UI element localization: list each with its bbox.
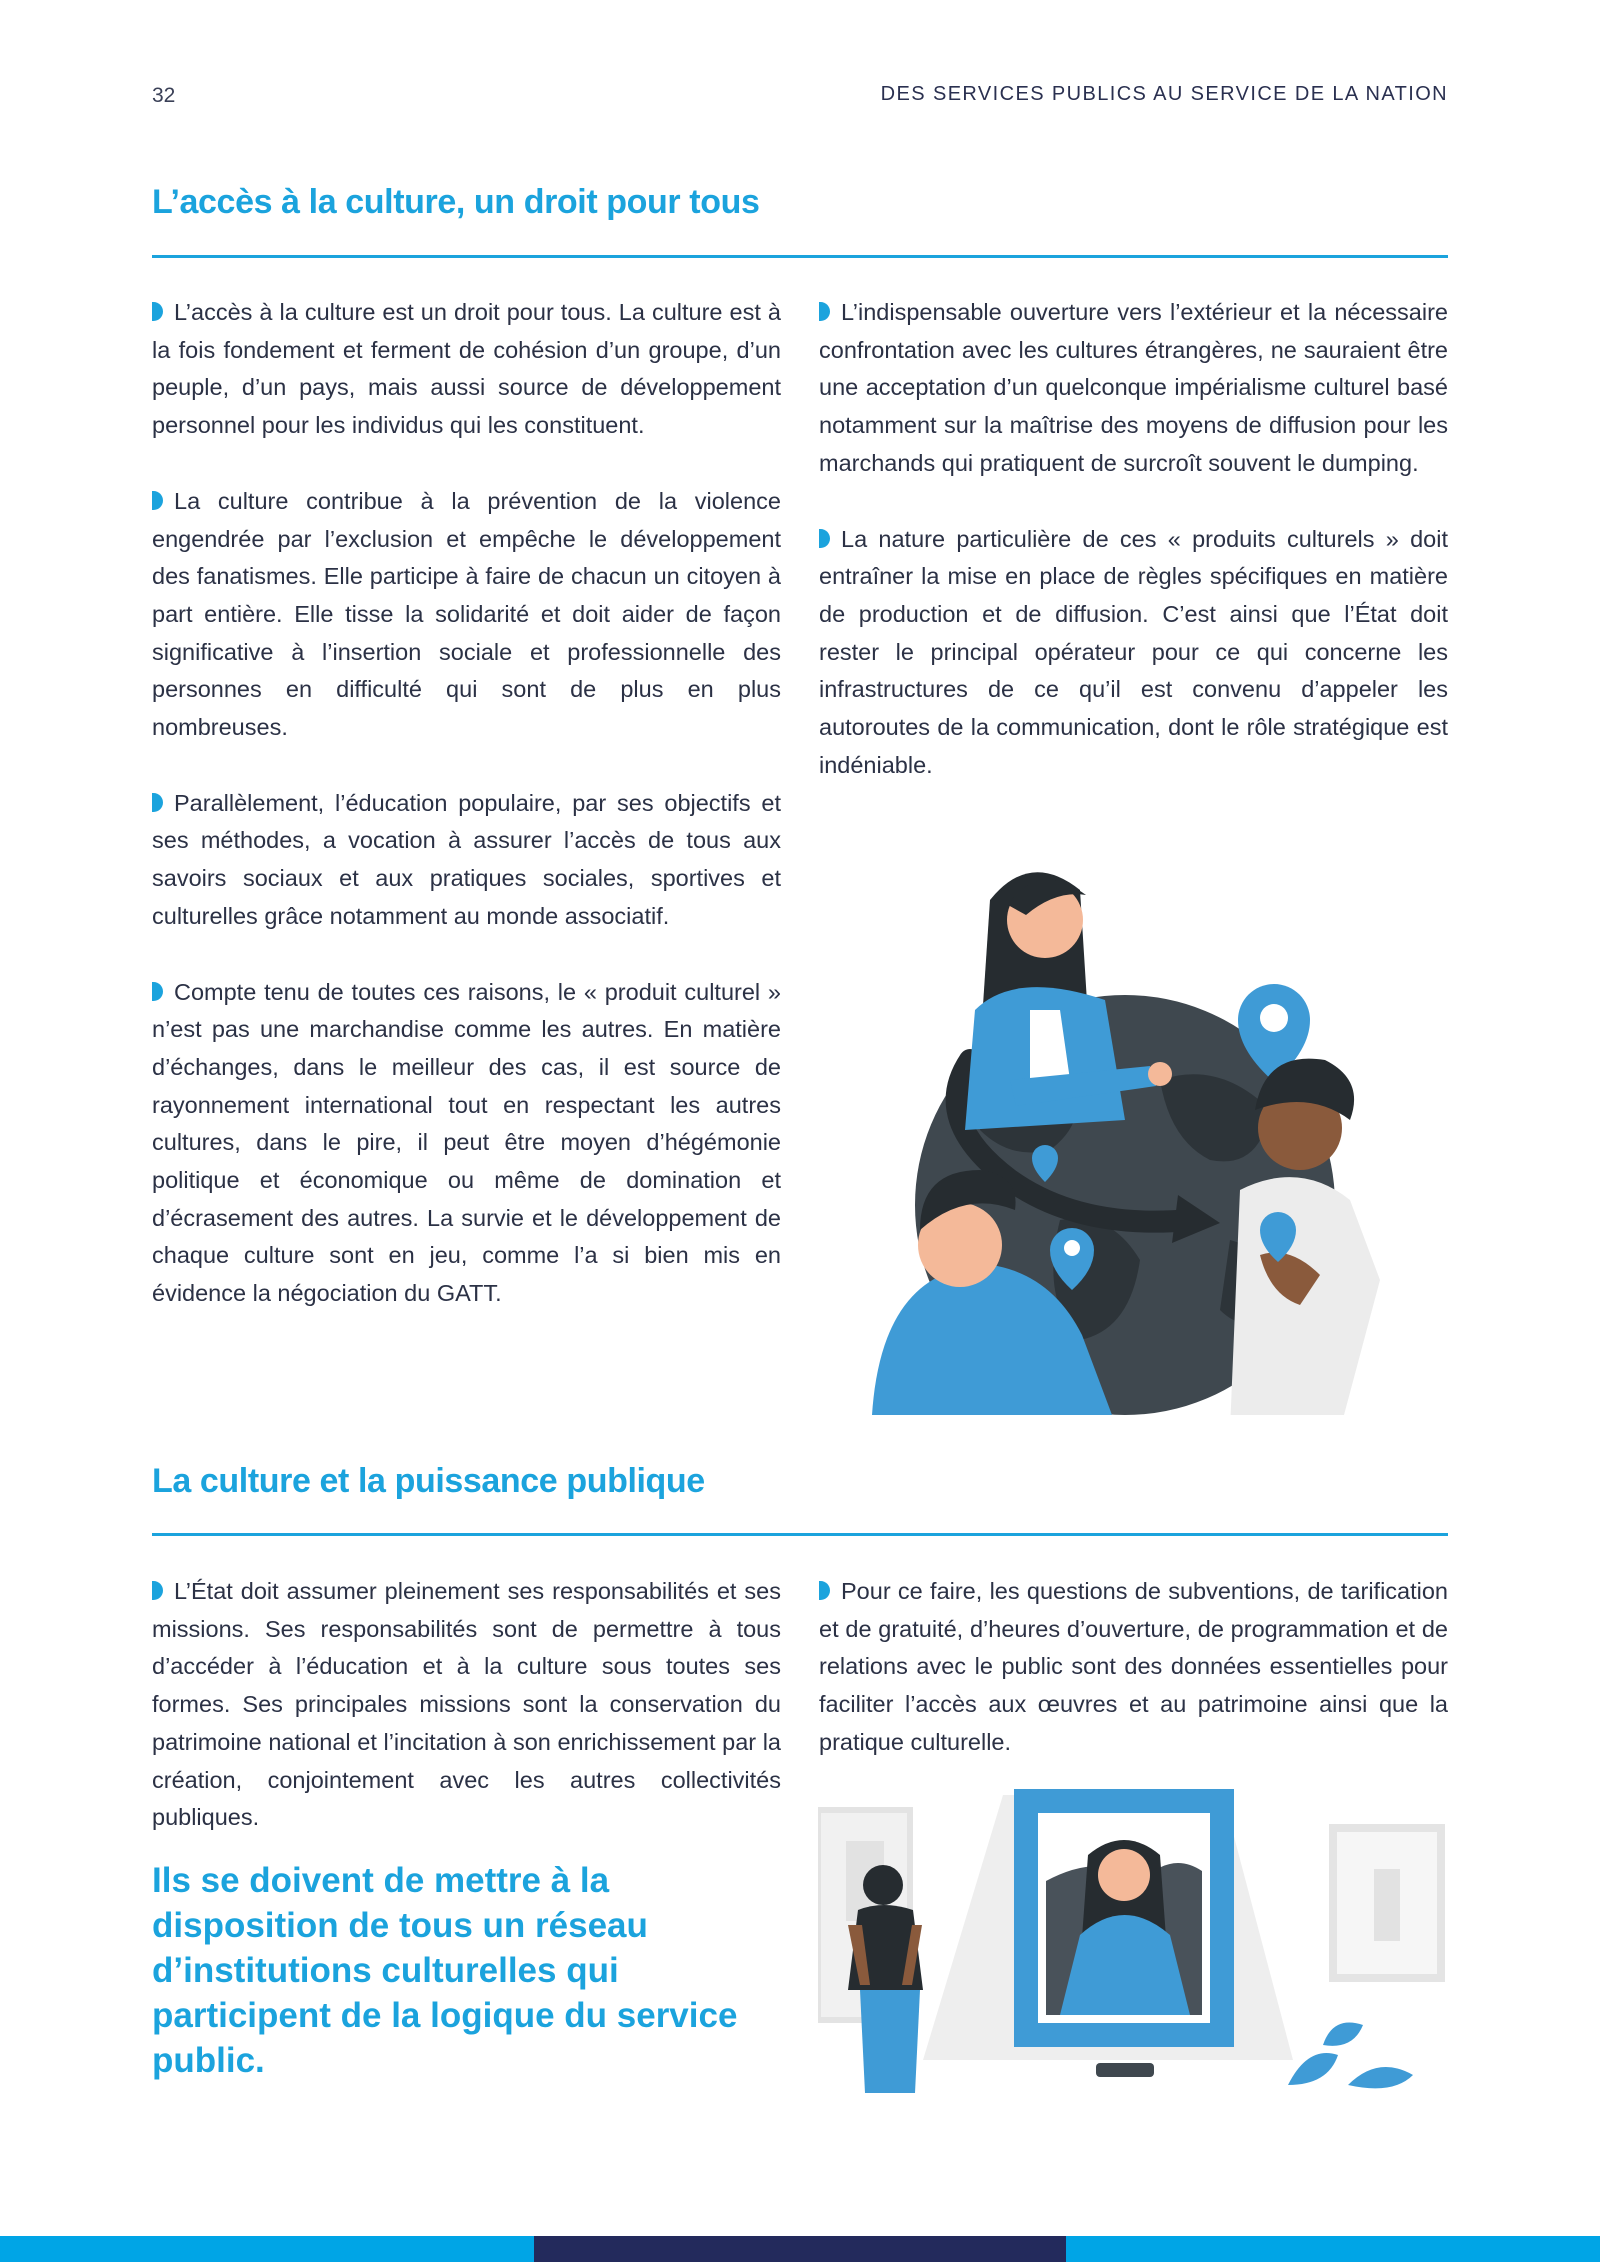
bullet-icon xyxy=(152,302,163,321)
museum-illustration xyxy=(818,1785,1448,2093)
bullet-icon xyxy=(152,793,163,812)
paragraph: Pour ce faire, les questions de subventions, de tarification et de gratuité, d’heures d’ouverture, de programmation et de relations avec le public sont des données essentielles pour faciliter l’accès aux œuvres et au patrimoine ainsi que la pratique culturelle. xyxy=(819,1578,1448,1755)
bullet-icon xyxy=(152,1581,163,1600)
section2-right-column xyxy=(819,1573,1448,1800)
paragraph: Parallèlement, l’éducation populaire, par ses objectifs et ses méthodes, a vocation à assurer l’accès de tous aux savoirs sociaux et aux pratiques sociales, sportives et culturelles grâce notamment au monde associatif. xyxy=(152,789,781,929)
section-rule xyxy=(152,255,1448,258)
bullet-icon xyxy=(152,491,163,510)
section2-left-column xyxy=(152,1573,781,1875)
footer-bar-left xyxy=(0,2236,534,2262)
paragraph: Compte tenu de toutes ces raisons, le « produit culturel » n’est pas une marchandise comme les autres. En matière d’échanges, dans le meilleur des cas, il est source de rayonnement international tout en respectant les autres cultures, dans le pire, il peut être moyen d’hégémonie politique et économique ou même de domination et d’écrasement des autres. La survie et le développement de chaque culture sont en jeu, comme l’a si bien mis en évidence la négociation du GATT. xyxy=(152,978,781,1307)
section1-right-column xyxy=(819,294,1448,822)
bullet-icon xyxy=(819,302,830,321)
footer-bar-middle xyxy=(534,2236,1066,2262)
paragraph: La culture contribue à la prévention de la violence engendrée par l’exclusion et empêche le développement des fanatismes. Elle participe à faire de chacun un citoyen à part entière. Elle tisse la solidarité et doit aider de façon significative à l’insertion sociale et professionnelle des personnes en difficulté qui sont de plus en plus nombreuses. xyxy=(152,487,781,741)
bullet-icon xyxy=(819,1581,830,1600)
paragraph: L’indispensable ouverture vers l’extérieur et la nécessaire confrontation avec les cultures étrangères, ne sauraient être une acceptation d’un quelconque impérialisme culturel basé notamment sur la maîtrise des moyens de diffusion pour les marchands qui pratiquent de surcroît souvent le dumping. xyxy=(819,299,1448,476)
section-title-public-power: La culture et la puissance publique xyxy=(152,1462,705,1500)
paragraph: L’accès à la culture est un droit pour tous. La culture est à la fois fondement et ferment de cohésion d’un groupe, d’un peuple, d’un pays, mais aussi source de développement personnel pour les individus qui les constituent. xyxy=(152,299,781,439)
bullet-icon xyxy=(819,529,830,548)
paragraph: La nature particulière de ces « produits culturels » doit entraîner la mise en place de règles spécifiques en matière de production et de diffusion. C’est ainsi que l’État doit rester le principal opérateur pour ce qui concerne les infrastructures de ce qu’il est convenu d’appeler les autoroutes de la communication, dont le rôle stratégique est indéniable. xyxy=(819,525,1448,778)
globe-people-illustration xyxy=(860,860,1420,1415)
bullet-icon xyxy=(152,982,163,1001)
running-header: DES SERVICES PUBLICS AU SERVICE DE LA NATION xyxy=(880,83,1448,105)
section-rule xyxy=(152,1533,1448,1536)
pull-quote: Ils se doivent de mettre à la disposition de tous un réseau d’institutions culturelles qui participent de la logique du service public. xyxy=(152,1861,738,2080)
paragraph: L’État doit assumer pleinement ses responsabilités et ses missions. Ses responsabilités sont de permettre à tous d’accéder à l’éducation et à la culture sous toutes ses formes. Ses principales missions sont la conservation du patrimoine national et l’incitation à son enrichissement par la création, conjointement avec les autres collectivités publiques. xyxy=(152,1578,781,1831)
section1-left-column xyxy=(152,294,781,1351)
page-number: 32 xyxy=(152,84,176,107)
section-title-access: L’accès à la culture, un droit pour tous xyxy=(152,183,760,221)
footer-bar-right xyxy=(1066,2236,1600,2262)
